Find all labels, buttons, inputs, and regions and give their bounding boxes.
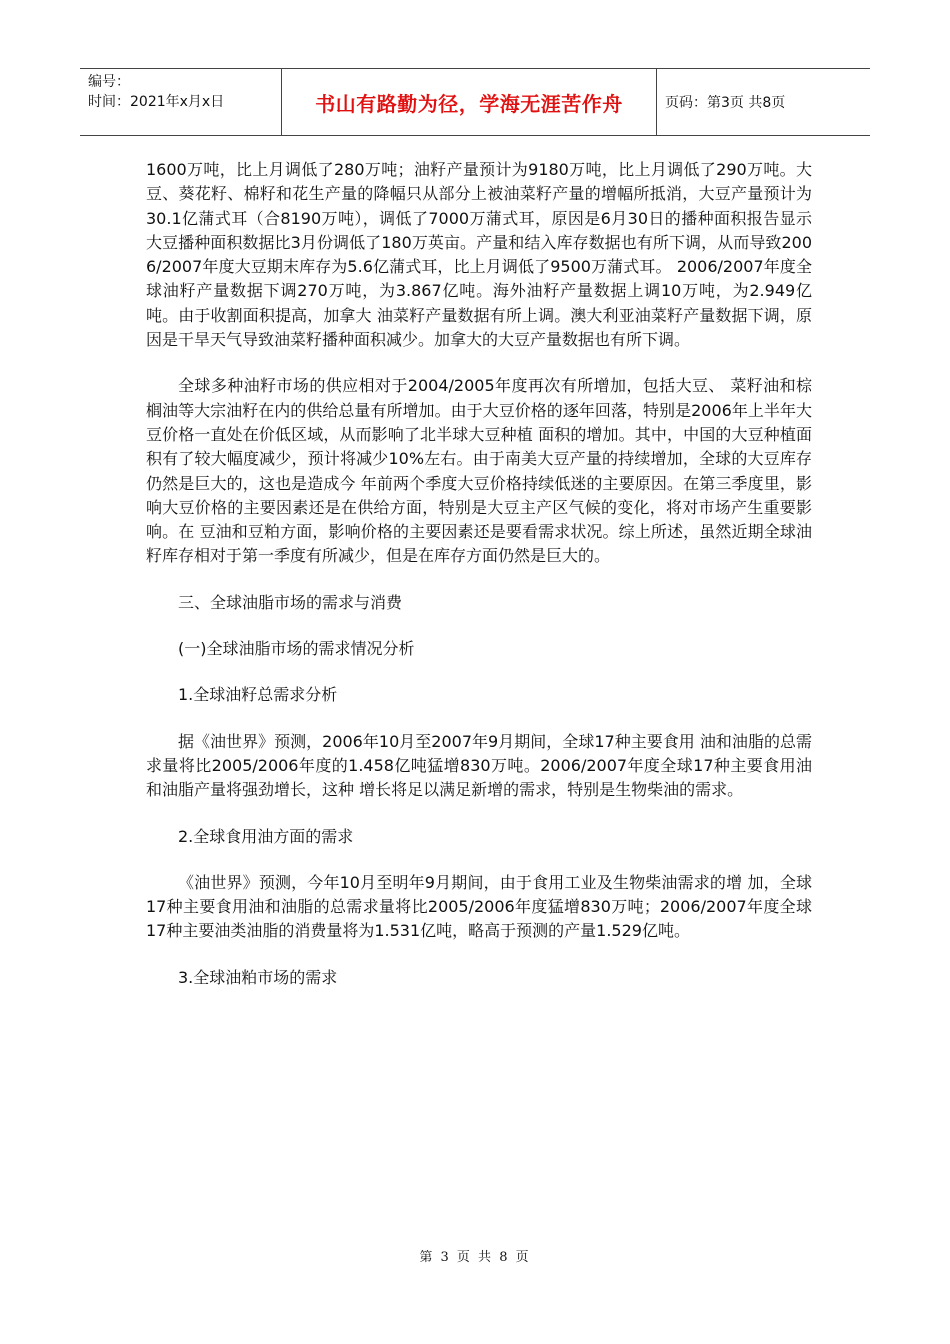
paragraph: 据《油世界》预测，2006年10月至2007年9月期间，全球17种主要食用 油和油脂的总需求量将比2005/2006年度的1.458亿吨猛增830万吨。2006/2007年度全球17种主要食用油和油脂产量将强劲增长，这种 增长将足以满足新增的需求，特别是生物柴油的需求。 xyxy=(146,731,812,800)
page-footer: 第 3 页 共 8 页 xyxy=(419,1250,531,1265)
number-label: 编号： xyxy=(88,74,130,90)
paragraph: 《油世界》预测，今年10月至明年9月期间，由于食用工业及生物柴油需求的增 加，全球17种主要食用油和油脂的总需求量将比2005/2006年度猛增830万吨；2006/2007年度全球17种主要油类油脂的消费量将为1.531亿吨，略高于预测的产量1.529亿吨。 xyxy=(146,872,812,941)
paragraph: 1600万吨，比上月调低了280万吨；油籽产量预计为9180万吨，比上月调低了290万吨。大豆、葵花籽、棉籽和花生产量的降幅只从部分上被油菜籽产量的增幅所抵消，大豆产量预计为30.1亿蒲式耳（合8190万吨），调低了7000万蒲式耳，原因是6月30日的播种面积报告显示大豆播种面积数据比3月份调低了180万英亩。产量和结入库存数据也有所下调，从而导致2006/2007年度大豆期末库存为5.6亿蒲式耳，比上月调低了9500万蒲式耳。 2006/2007年度全球油籽产量数据下调270万吨，为3.867亿吨。海外油籽产量数据上调10万吨，为2.949亿吨。由于收割面积提高，加拿大 油菜籽产量数据有所上调。澳大利亚油菜籽产量数据下调，原因是干旱天气导致油菜籽播种面积减少。加拿大的大豆产量数据也有所下调。 xyxy=(146,160,812,350)
document-body xyxy=(146,158,812,1012)
section-heading: 三、全球油脂市场的需求与消费 xyxy=(178,592,403,612)
header-meta-cell xyxy=(80,69,282,135)
page-info: 页码：第3页 共8页 xyxy=(665,95,786,111)
page-header xyxy=(80,68,870,136)
paragraph: 全球多种油籽市场的供应相对于2004/2005年度再次有所增加，包括大豆、 菜籽油和棕榈油等大宗油籽在内的供给总量有所增加。由于大豆价格的逐年回落，特别是2006年上半年大豆价格一直处在价低区域，从而影响了北半球大豆种植 面积的增加。其中，中国的大豆种植面积有了较大幅度减少，预计将减少10%左右。由于南美大豆产量的持续增加，全球的大豆库存仍然是巨大的，这也是造成今 年前两个季度大豆价格持续低迷的主要原因。在第三季度里，影响大豆价格的主要因素还是在供给方面，特别是大豆主产区气候的变化，将对市场产生重要影响。在 豆油和豆粕方面，影响价格的主要因素还是要看需求状况。综上所述，虽然近期全球油籽库存相对于第一季度有所减少，但是在库存方面仍然是巨大的。 xyxy=(146,376,812,566)
subsection-heading: 3.全球油粕市场的需求 xyxy=(178,967,338,987)
subsection-heading: 1.全球油籽总需求分析 xyxy=(178,685,338,705)
subsection-heading: 2.全球食用油方面的需求 xyxy=(178,826,354,846)
header-page-cell xyxy=(657,69,870,135)
subsection-heading: (一)全球油脂市场的需求情况分析 xyxy=(178,639,415,659)
motto: 书山有路勤为径，学海无涯苦作舟 xyxy=(315,91,623,116)
header-motto-cell xyxy=(282,69,657,135)
date-line: 时间：2021年x月x日 xyxy=(88,94,225,110)
